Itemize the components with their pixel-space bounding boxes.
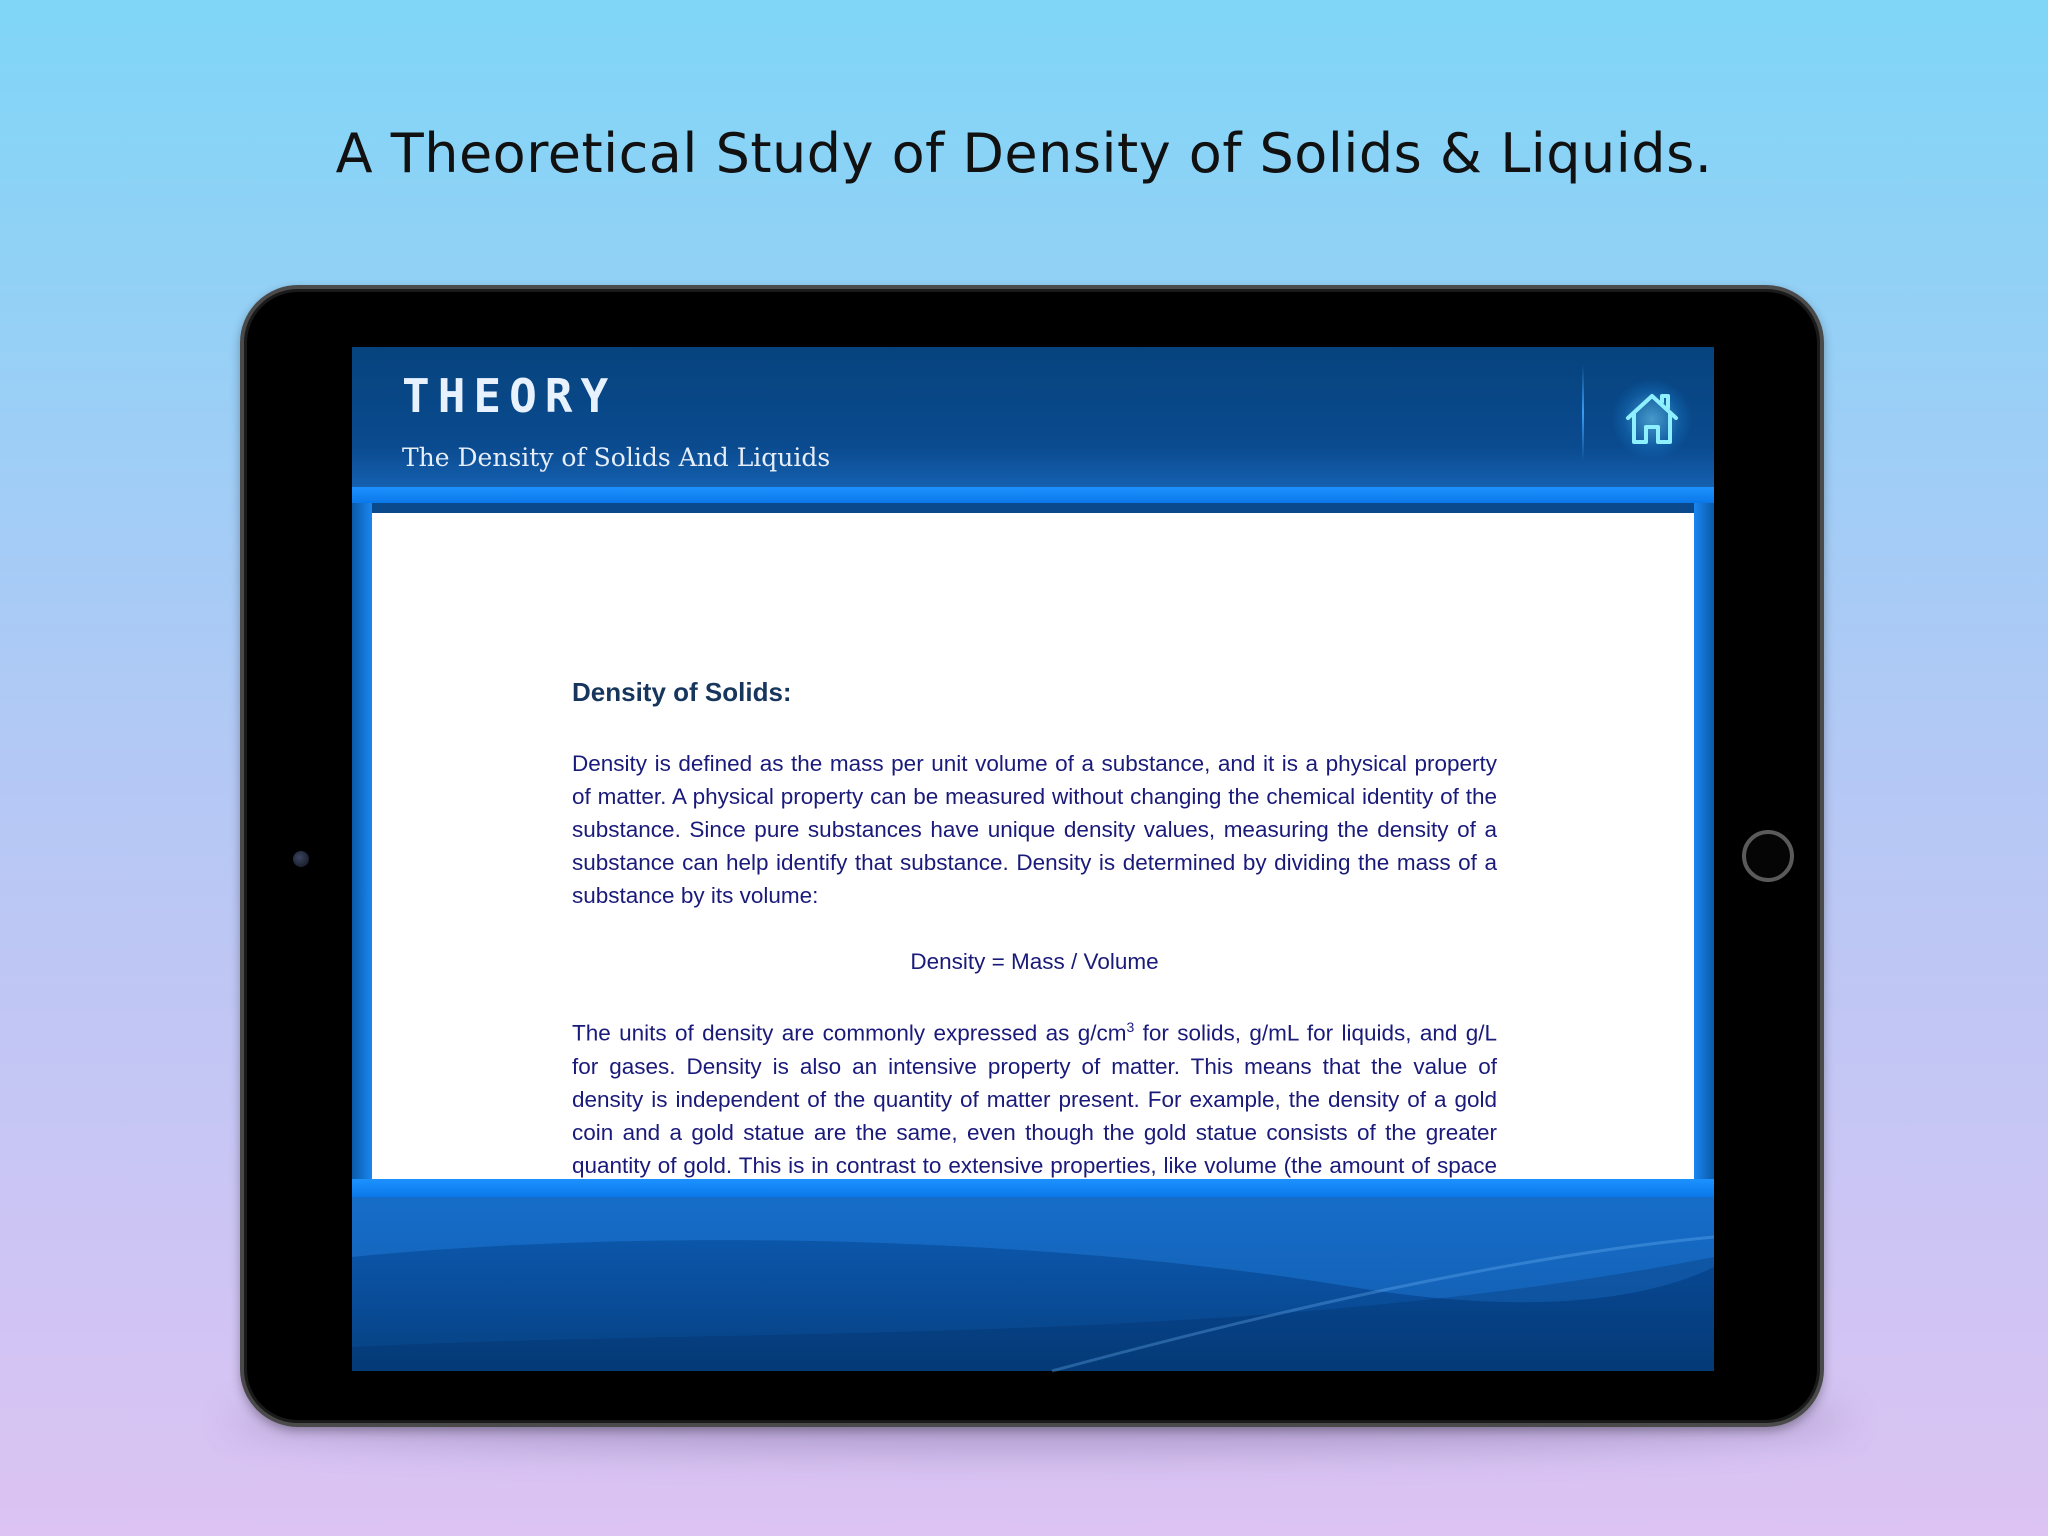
top-accent-bar xyxy=(352,487,1714,503)
document-content xyxy=(572,676,1497,1248)
tablet-frame xyxy=(240,285,1824,1427)
document-paragraph-1: Density is defined as the mass per unit volume of a substance, and it is a physical property of matter. A physical property can be measured without changing the chemical identity of the substance. Since pure substances have unique density values, measuring the density of a substance can help identify that substance. Density is determined by dividing the mass of a substance by its volume: xyxy=(572,751,1497,908)
app-title: THEORY xyxy=(402,369,617,423)
header-divider xyxy=(1582,365,1584,461)
content-frame-left xyxy=(352,503,372,1179)
density-formula: Density = Mass / Volume xyxy=(910,949,1159,974)
content-frame-right xyxy=(1694,503,1714,1179)
superscript: 3 xyxy=(1126,1019,1135,1035)
app-header xyxy=(352,347,1714,487)
app-subtitle: The Density of Solids And Liquids xyxy=(402,443,831,472)
paragraph-2-text: The units of density are commonly expressed as g/cm xyxy=(572,1020,1127,1046)
app-footer xyxy=(352,1197,1714,1371)
camera-icon xyxy=(293,851,309,867)
document-heading: Density of Solids: xyxy=(572,677,792,707)
home-icon xyxy=(1620,387,1684,451)
home-button[interactable] xyxy=(1612,379,1692,459)
hardware-home-button[interactable] xyxy=(1742,830,1794,882)
bottom-accent-bar xyxy=(352,1179,1714,1197)
paragraph-2-text-cont: for solids, g/mL for liquids, and g/L for gases. Density is also an intensive property of matter. This means that the value of density is independent of the quantity of matter present. For example, the density of a gold coin and a gold statue are the same, even though the gold statue consists of the greater quantity of gold. This is in contrast to extensive properties, like volume (the amount of space xyxy=(572,1020,1497,1178)
footer-wave-decoration xyxy=(352,1197,1714,1371)
page-headline: A Theoretical Study of Density of Solids & Liquids. xyxy=(335,122,1713,185)
document-viewer[interactable] xyxy=(372,513,1694,1179)
app-screen xyxy=(352,347,1714,1371)
